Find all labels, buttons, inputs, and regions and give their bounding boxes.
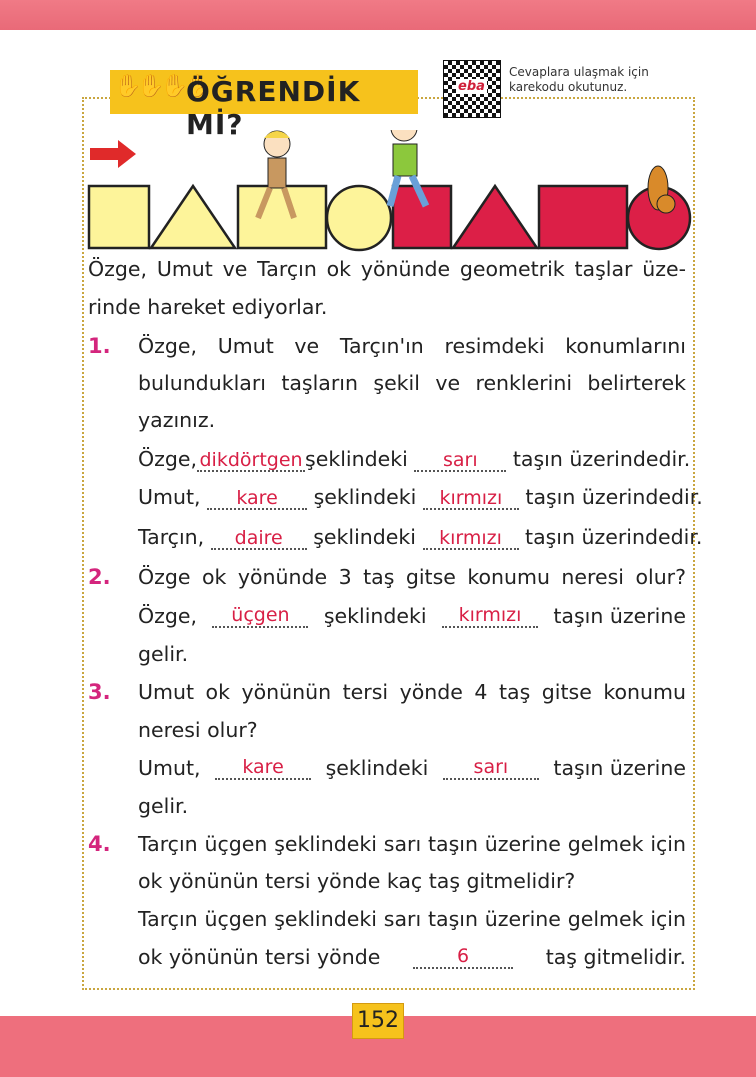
answer-text: Tarçın üçgen şeklindeki sarı taşın üzerine gelmek için (138, 907, 686, 931)
question-text: Özge ok yönünde 3 taş gitse konumu neresi olur? (138, 565, 686, 589)
qr-code[interactable] (443, 60, 501, 118)
answer-text: gelir. (138, 794, 189, 818)
qr-instructions: Cevaplara ulaşmak için karekodu okutunuz. (509, 65, 649, 94)
question-text: Umut ok yönünün tersi yönde 4 taş gitse konumu (138, 680, 686, 704)
question-text: yazınız. (138, 408, 216, 432)
answer-color: kırmızı (439, 487, 503, 509)
intro-text: rinde hareket ediyorlar. (88, 295, 328, 319)
section-title-banner (110, 70, 418, 141)
answer-text: gelir. (138, 642, 189, 666)
question-text: Tarçın üçgen şeklindeki sarı taşın üzerine gelmek için (138, 832, 686, 856)
answer-row: Umut, kare şeklindeki sarı taşın üzerine (138, 756, 686, 780)
answer-count: 6 (456, 945, 470, 967)
answer-shape: dikdörtgen (199, 449, 303, 471)
question-number: 1. (88, 334, 111, 358)
intro-text: Özge, Umut ve Tarçın ok yönünde geometrik taşlar üze- (88, 257, 686, 281)
yellow-square-stone (89, 186, 149, 248)
answer-shape: daire (234, 527, 283, 549)
red-triangle-stone (453, 186, 537, 248)
yellow-circle-stone (327, 186, 391, 250)
answer-row: Özge, üçgen şeklindeki kırmızı taşın üzerine (138, 604, 686, 628)
section-title: ÖĞRENDİK Mİ? (186, 75, 361, 141)
answer-color: sarı (443, 449, 478, 471)
question-text: ok yönünün tersi yönde kaç taş gitmelidir? (138, 869, 576, 893)
page-number: 152 (352, 1003, 404, 1039)
answer-row: ok yönünün tersi yönde 6 taş gitmelidir. (138, 945, 686, 969)
question-number: 4. (88, 832, 111, 856)
top-band (0, 0, 756, 30)
illustration-shapes-row (0, 130, 756, 252)
answer-row: Umut, kare şeklindeki kırmızı taşın üzerindedir. (138, 485, 703, 509)
question-text: neresi olur? (138, 718, 258, 742)
answer-color: kırmızı (439, 527, 502, 549)
question-text: bulundukları taşların şekil ve renklerini belirterek (138, 371, 686, 395)
answer-row: Tarçın, daire şeklindeki kırmızı taşın üzerindedir. (138, 525, 703, 549)
red-rectangle-stone (539, 186, 627, 248)
raised-hands-icon: ✋✋✋✋ (114, 74, 208, 99)
qr-logo: eba (458, 79, 485, 94)
yellow-triangle-stone (151, 186, 235, 248)
arrow-right-icon (90, 140, 136, 168)
question-number: 3. (88, 680, 111, 704)
answer-shape: kare (236, 487, 278, 509)
answer-row: Özge, dikdörtgen şeklindeki sarı taşın üzerindedir. (138, 447, 691, 471)
question-text: Özge, Umut ve Tarçın'ın resimdeki konumlarını (138, 334, 686, 358)
yellow-rectangle-stone (238, 186, 326, 248)
question-number: 2. (88, 565, 111, 589)
